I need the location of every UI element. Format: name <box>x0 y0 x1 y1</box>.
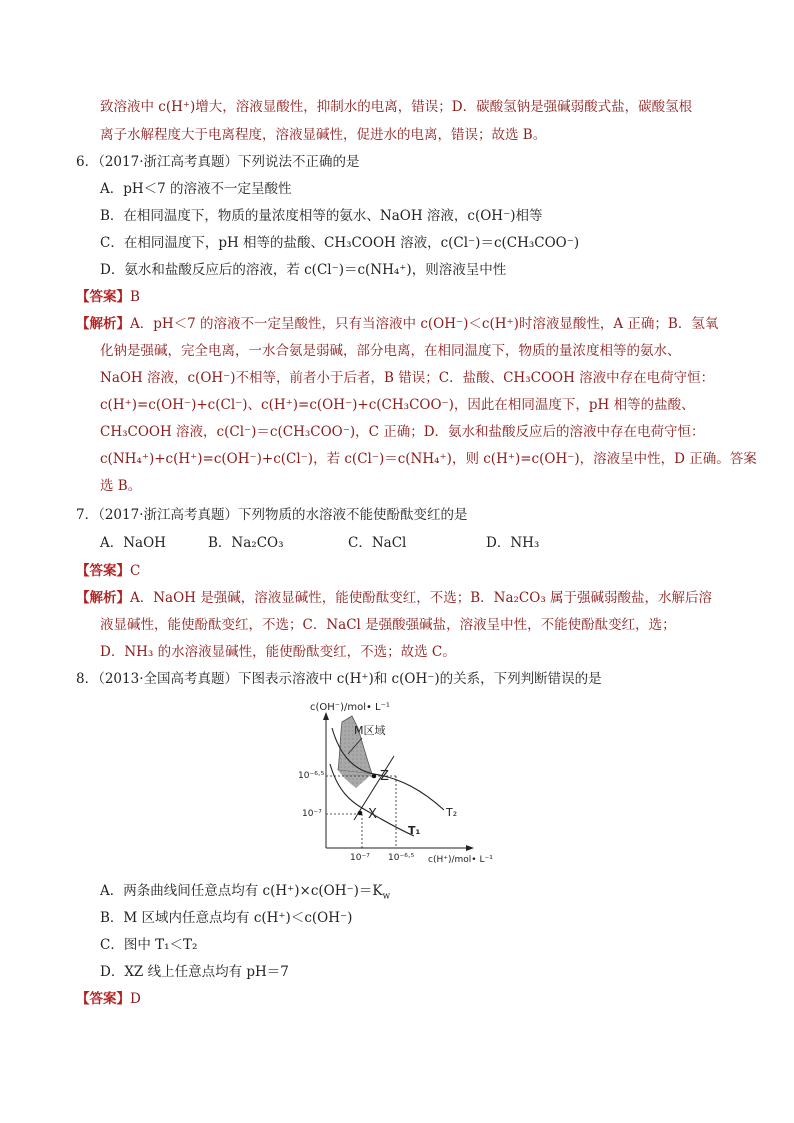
q6-analysis-line: 化钠是强碱，完全电离，一水合氨是弱碱，部分电离，在相同温度下，物质的量浓度相等的氨水、 <box>100 343 681 359</box>
point-z-label: Z <box>380 769 389 784</box>
kw-subscript: w <box>382 891 391 902</box>
q6-option-d: D．氨水和盐酸反应后的溶液，若 c(Cl⁻)＝c(NH₄⁺)，则溶液呈中性 <box>100 262 507 278</box>
answer-value: B <box>130 289 140 305</box>
q6-analysis-line: CH₃COOH 溶液，c(Cl⁻)＝c(CH₃COO⁻)，C 正确；D．氨水和盐酸反应后的溶液中存在电荷守恒： <box>100 424 705 440</box>
analysis-text: A．pH＜7 的溶液不一定呈酸性，只有当溶液中 c(OH⁻)＜c(H⁺)时溶液显酸性，A 正确；B．氢氧 <box>130 316 719 332</box>
q6-analysis-line: 选 B。 <box>100 478 142 494</box>
question-6-stem: 6．（2017·浙江高考真题）下列说法不正确的是 <box>76 154 360 170</box>
q8-option-a <box>100 882 390 900</box>
point-z <box>372 774 377 779</box>
curve-t1-label: T₁ <box>408 824 421 837</box>
curve-t2-label: T₂ <box>446 806 458 819</box>
xtick-high: 10⁻⁶·⁵ <box>388 853 415 863</box>
ytick-high: 10⁻⁶·⁵ <box>298 771 325 781</box>
question-8-stem: 8．（2013·全国高考真题）下图表示溶液中 c(H⁺)和 c(OH⁻)的关系，下列判断错误的是 <box>76 671 602 687</box>
q6-analysis-line: c(H⁺)=c(OH⁻)+c(Cl⁻)、c(H⁺)=c(OH⁻)+c(CH₃COO⁻)，因此在相同温度下，pH 相等的盐酸、 <box>100 397 695 413</box>
xtick-low: 10⁻⁷ <box>350 853 370 863</box>
analysis-line: 致溶液中 c(H⁺)增大，溶液显酸性，抑制水的电离，错误；D．碳酸氢钠是强碱弱酸式盐，碳酸氢根 <box>100 99 693 115</box>
analysis-tag: 【解析】 <box>76 316 130 332</box>
y-axis-arrow <box>323 712 329 720</box>
analysis-tag: 【解析】 <box>76 590 130 606</box>
point-x <box>358 811 363 816</box>
q7-analysis-line: D．NH₃ 的水溶液显碱性，能使酚酞变红，不选；故选 C。 <box>100 644 456 660</box>
q8-option-b: B．M 区域内任意点均有 c(H⁺)＜c(OH⁻) <box>100 910 353 926</box>
answer-tag: 【答案】 <box>76 563 130 579</box>
answer-tag: 【答案】 <box>76 289 130 305</box>
q6-analysis-line <box>76 315 718 333</box>
x-axis-label: c(H⁺)/mol• L⁻¹ <box>428 855 493 865</box>
q7-option-d: D．NH₃ <box>486 535 540 551</box>
q6-analysis-line: c(NH₄⁺)+c(H⁺)=c(OH⁻)+c(Cl⁻)，若 c(Cl⁻)＝c(NH₄⁺)，则 c(H⁺)=c(OH⁻)，溶液呈中性，D 正确。答案 <box>100 451 757 467</box>
analysis-text: A．NaOH 是强碱，溶液显碱性，能使酚酞变红，不选；B．Na₂CO₃ 属于强碱弱酸盐，水解后溶 <box>130 590 713 606</box>
q6-option-a: A．pH＜7 的溶液不一定呈酸性 <box>100 181 292 197</box>
q6-option-c: C．在相同温度下，pH 相等的盐酸、CH₃COOH 溶液，c(Cl⁻)＝c(CH₃COO⁻) <box>100 235 580 251</box>
kw-curve-figure <box>296 698 506 870</box>
answer-value: C <box>130 563 141 579</box>
q6-option-b: B．在相同温度下，物质的量浓度相等的氨水、NaOH 溶液，c(OH⁻)相等 <box>100 208 543 224</box>
q7-analysis-line: 液显碱性，能使酚酞变红，不选；C．NaCl 是强酸强碱盐，溶液呈中性，不能使酚酞变红，选； <box>100 617 676 633</box>
analysis-line: 离子水解程度大于电离程度，溶液显碱性，促进水的电离，错误；故选 B。 <box>100 127 547 143</box>
point-x-label: X <box>368 807 377 822</box>
q7-option-a: A．NaOH <box>100 535 166 551</box>
q7-option-b: B．Na₂CO₃ <box>208 535 284 551</box>
q7-analysis-line <box>76 589 712 607</box>
x-axis-arrow <box>466 845 474 851</box>
answer-value: D <box>130 991 141 1007</box>
q7-answer <box>76 562 140 580</box>
ytick-low: 10⁻⁷ <box>302 809 322 819</box>
q7-option-c: C．NaCl <box>348 535 407 551</box>
q8-answer <box>76 990 141 1008</box>
y-axis-label: c(OH⁻)/mol• L⁻¹ <box>310 702 390 713</box>
q8-option-d: D．XZ 线上任意点均有 pH＝7 <box>100 964 289 980</box>
q8-option-a-text: A．两条曲线间任意点均有 c(H⁺)×c(OH⁻)＝K <box>100 883 383 899</box>
question-7-stem: 7．（2017·浙江高考真题）下列物质的水溶液不能使酚酞变红的是 <box>76 507 468 523</box>
q6-analysis-line: NaOH 溶液，c(OH⁻)不相等，前者小于后者，B 错误；C．盐酸、CH₃COOH 溶液中存在电荷守恒： <box>100 370 715 386</box>
answer-tag: 【答案】 <box>76 991 130 1007</box>
q8-option-c: C．图中 T₁＜T₂ <box>100 937 198 953</box>
region-label: M区域 <box>354 724 386 737</box>
q6-answer <box>76 288 140 306</box>
